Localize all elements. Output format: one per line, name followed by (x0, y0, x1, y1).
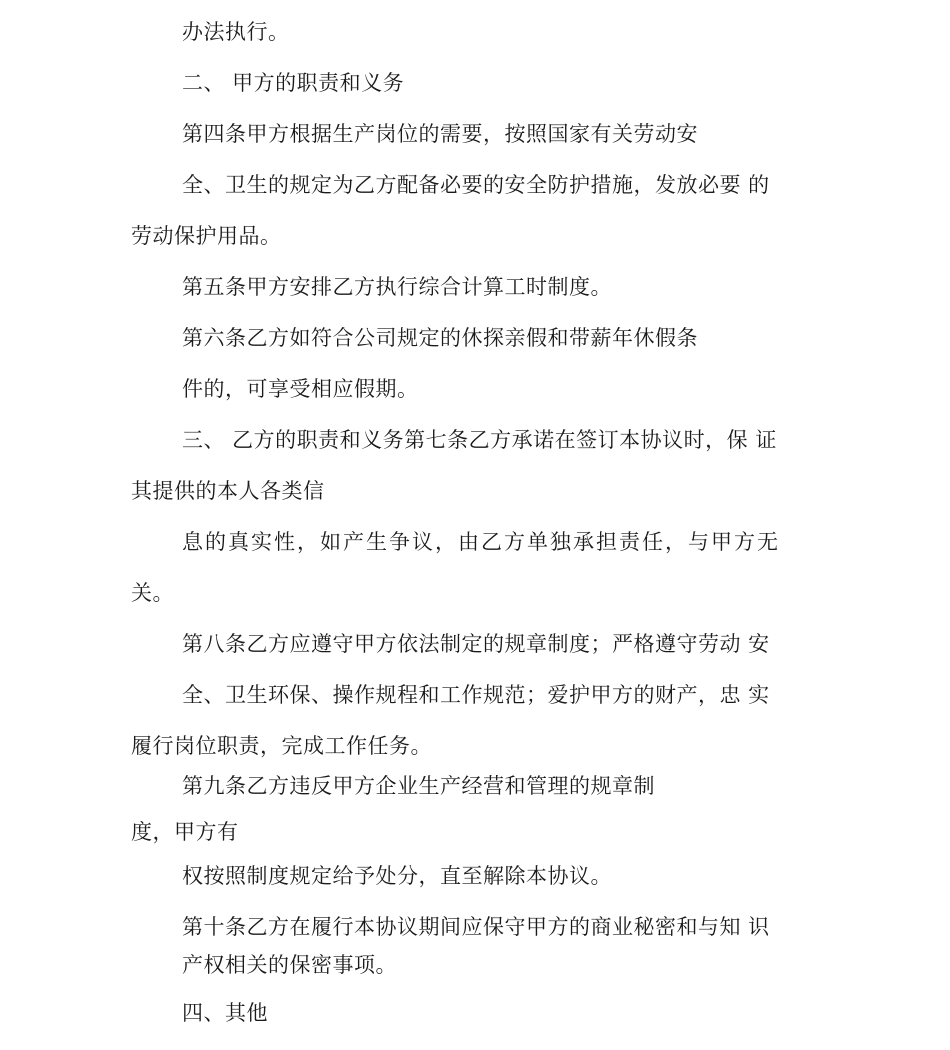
text-line-13: 第八条乙方应遵守甲方依法制定的规章制度；严格遵守劳动 安 (182, 632, 770, 656)
text-line-16: 第九条乙方违反甲方企业生产经营和管理的规章制 (182, 774, 655, 798)
text-line-19: 第十条乙方在履行本协议期间应保守甲方的商业秘密和与知 识 (182, 915, 770, 939)
text-line-6: 第五条甲方安排乙方执行综合计算工时制度。 (182, 275, 612, 299)
text-line-14: 全、卫生环保、操作规程和工作规范；爱护甲方的财产，忠 实 (182, 683, 770, 707)
section-heading-4: 四、其他 (182, 1001, 268, 1025)
text-line-4: 全、卫生的规定为乙方配备必要的安全防护措施，发放必要 的 (182, 173, 770, 197)
section-heading-3: 三、 乙方的职责和义务第七条乙方承诺在签订本协议时，保 证 (182, 428, 777, 452)
section-heading-2: 二、 甲方的职责和义务 (182, 71, 405, 95)
text-line-12: 关。 (131, 581, 174, 605)
text-line-7: 第六条乙方如符合公司规定的休探亲假和带薪年休假条 (182, 326, 698, 350)
text-line-17: 度，甲方有 (131, 820, 239, 844)
text-line-11: 息的真实性，如产生争议，由乙方单独承担责任，与甲方无 (182, 530, 780, 554)
text-line-3: 第四条甲方根据生产岗位的需要，按照国家有关劳动安 (182, 122, 698, 146)
text-line-10: 其提供的本人各类信 (131, 479, 325, 503)
text-line-5: 劳动保护用品。 (131, 224, 282, 248)
text-line-8: 件的，可享受相应假期。 (182, 377, 419, 401)
text-line-1: 办法执行。 (182, 20, 290, 44)
text-line-15: 履行岗位职责，完成工作任务。 (131, 734, 432, 758)
text-line-18: 权按照制度规定给予处分，直至解除本协议。 (182, 864, 612, 888)
text-line-20: 产权相关的保密事项。 (182, 953, 397, 977)
